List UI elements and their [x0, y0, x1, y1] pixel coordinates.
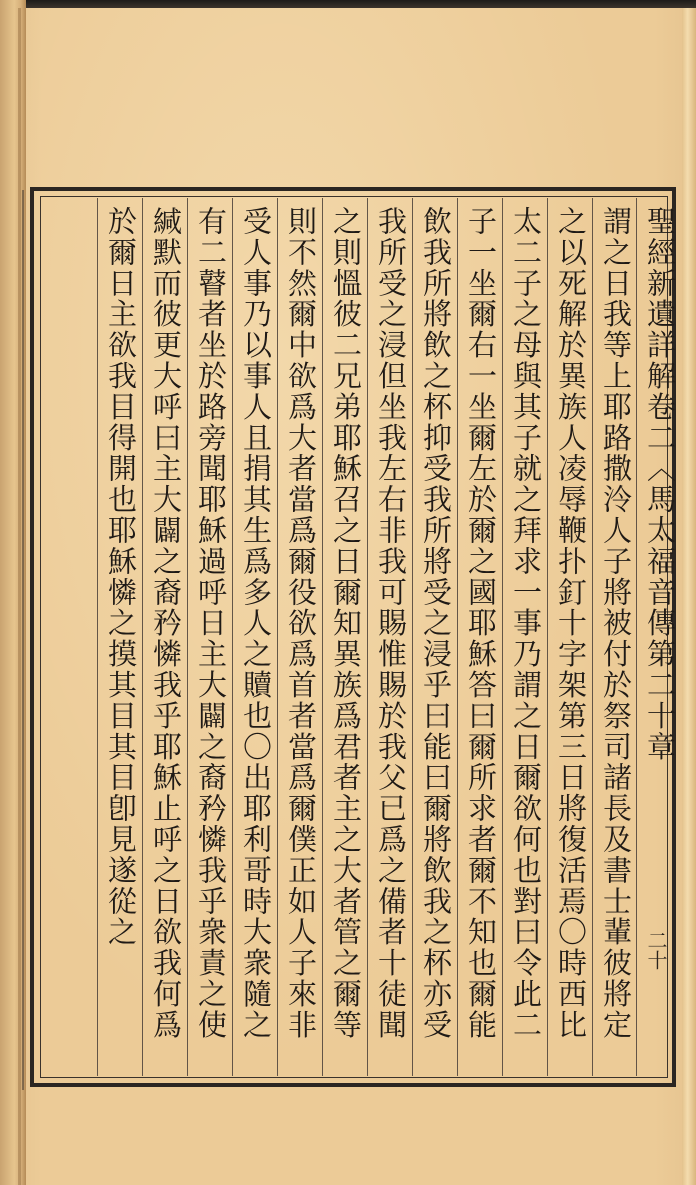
text-column: 太二子之母與其子就之拜求一事乃謂之日爾欲何也對曰令此二: [509, 206, 543, 1041]
text-column: 謂之日我等上耶路撒泠人子將被付於祭司諸長及書士輩彼將定: [599, 206, 633, 1041]
text-column: 之則慍彼二兄弟耶穌召之日爾知異族爲君者主之大者管之爾等: [329, 206, 363, 1041]
previous-page-strip: [0, 190, 24, 1090]
page-fore-edge: [682, 8, 696, 1185]
text-column: 之以死解於異族人凌辱鞭扑釘十字架第三日將復活焉〇時西比: [554, 206, 588, 1041]
text-column: 緘默而彼更大呼曰主大闢之裔矜憐我乎耶穌止呼之日欲我何爲: [149, 206, 183, 1041]
text-column: 我所受之浸但坐我左右非我可賜惟賜於我父已爲之備者十徒聞: [374, 206, 408, 1041]
column-rule: [97, 198, 98, 1076]
scan-top-edge: [0, 0, 696, 8]
text-column: 飲我所將飲之杯抑受我所將受之浸乎曰能曰爾將飲我之杯亦受: [419, 206, 453, 1041]
page-number: 二十: [644, 930, 668, 970]
text-column: 子一坐爾右一坐爾左於爾之國耶穌答曰爾所求者爾不知也爾能: [464, 206, 498, 1041]
text-column: 則不然爾中欲爲大者當爲爾役欲爲首者當爲爾僕正如人子來非: [284, 206, 318, 1041]
text-column: 有二瞽者坐於路旁聞耶穌過呼日主大闢之裔矜憐我乎衆責之使: [194, 206, 228, 1041]
text-column: 受人事乃以事人且捐其生爲多人之贖也〇出耶利哥時大衆隨之: [239, 206, 273, 1041]
text-column: 於爾日主欲我目得開也耶穌憐之摸其目其目卽見遂從之: [104, 206, 138, 948]
running-title: 聖經新遺詳解卷二〈馬太福音傳第二十章: [643, 206, 677, 763]
